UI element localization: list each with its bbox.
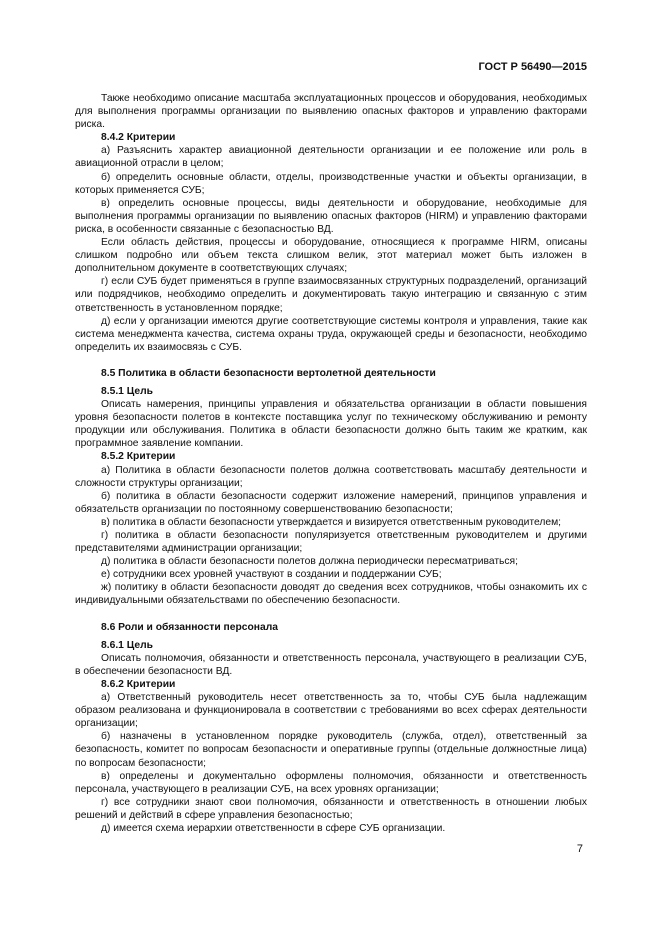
intro-paragraph: Также необходимо описание масштаба эксплуатационных процессов и оборудования, необходимых для выполнения программы организации по выявлению опасных факторов и управлению факторами риска.: [75, 93, 587, 131]
list-item: ж) политику в области безопасности доводят до сведения всех сотрудников, чтобы ознакомить их с индивидуальными обязательствами по обеспечению безопасности.: [75, 582, 587, 607]
list-item: в) определены и документально оформлены полномочия, обязанности и ответственность персонала, участвующего в реализации СУБ, на всех уровнях организации;: [75, 770, 587, 795]
document-code: ГОСТ Р 56490—2015: [478, 61, 587, 73]
list-item: е) сотрудники всех уровней участвуют в создании и поддержании СУБ;: [101, 569, 442, 581]
heading-8-6-1: 8.6.1 Цель: [101, 639, 154, 651]
heading-8-6-2: 8.6.2 Критерии: [101, 678, 176, 690]
list-item: д) имеется схема иерархии ответственности в сфере СУБ организации.: [101, 822, 446, 834]
page-number: 7: [576, 843, 583, 855]
list-item: г) все сотрудники знают свои полномочия, обязанности и ответственность в отношении любых решений и действий в сфере управления безопасностью;: [75, 796, 587, 821]
list-item: Если область действия, процессы и оборудование, относящиеся к программе HIRM, описаны слишком подробно или объем текста слишком велик, этот материал может быть изложен в дополнительном документе в соответствующих случаях;: [75, 237, 587, 275]
heading-8-4-2: 8.4.2 Критерии: [101, 132, 176, 144]
page-body: [75, 92, 587, 835]
list-item: б) определить основные области, отделы, производственные участки и объекты организации, в которых применяется СУБ;: [75, 171, 587, 196]
list-item: в) политика в области безопасности утверждается и визируется ответственным руководителем;: [101, 516, 562, 528]
heading-8-5-2: 8.5.2 Критерии: [101, 451, 176, 463]
list-item: в) определить основные процессы, виды деятельности и оборудование, необходимые для выполнения программы организации по выявлению опасных факторов (HIRM) и управлению факторами риска, в особенности связанные с безопасностью ВД.: [75, 197, 587, 235]
list-item: а) Ответственный руководитель несет ответственность за то, чтобы СУБ была надлежащим образом реализована и функционировала в соответствии с требованиями во всех сферах деятельности организации;: [75, 692, 587, 730]
list-item: б) назначены в установленном порядке руководитель (служба, отдел), ответственный за безопасность, комитет по вопросам безопасности и оперативные группы (отдельные должностные лица) по вопросам безопасности;: [75, 731, 587, 769]
list-item: б) политика в области безопасности содержит изложение намерений, принципов управления и обязательств организации по постоянному совершенствованию безопасности;: [75, 490, 587, 515]
purpose-paragraph: Описать полномочия, обязанности и ответственность персонала, участвующего в реализации СУБ, в обеспечении безопасности ВД.: [75, 652, 587, 677]
section-title-8-6: 8.6 Роли и обязанности персонала: [101, 621, 278, 633]
list-item: а) Политика в области безопасности полетов должна соответствовать масштабу деятельности и сложности структуры организации;: [75, 464, 587, 489]
list-item: г) политика в области безопасности популяризуется ответственным руководителем и другими представителями администрации организации;: [75, 530, 587, 555]
heading-8-5-1: 8.5.1 Цель: [101, 385, 154, 397]
section-title-8-5: 8.5 Политика в области безопасности вертолетной деятельности: [101, 367, 436, 379]
purpose-paragraph: Описать намерения, принципы управления и обязательства организации в области повышения уровня безопасности полетов в контексте поставщика услуг по техническому обслуживанию и ремонту продукции или обслуживания. Политика в области безопасности должно быть таким же кратким, как программное заявление компании.: [75, 399, 587, 450]
list-item: г) если СУБ будет применяться в группе взаимосвязанных структурных подразделений, организаций или подрядчиков, необходимо определить и документировать такую интеграцию и связанную с этим ответственность в установленном порядке;: [75, 276, 587, 314]
list-item: д) политика в области безопасности полетов должна периодически пересматриваться;: [101, 556, 518, 568]
list-item: а) Разъяснить характер авиационной деятельности организации и ее положение или роль в авиационной отрасли в целом;: [75, 145, 587, 170]
list-item: д) если у организации имеются другие соответствующие системы контроля и управления, такие как система менеджмента качества, система охраны труда, окружающей среды и безопасности, необходимо определить их взаимосвязь с СУБ.: [75, 315, 587, 353]
